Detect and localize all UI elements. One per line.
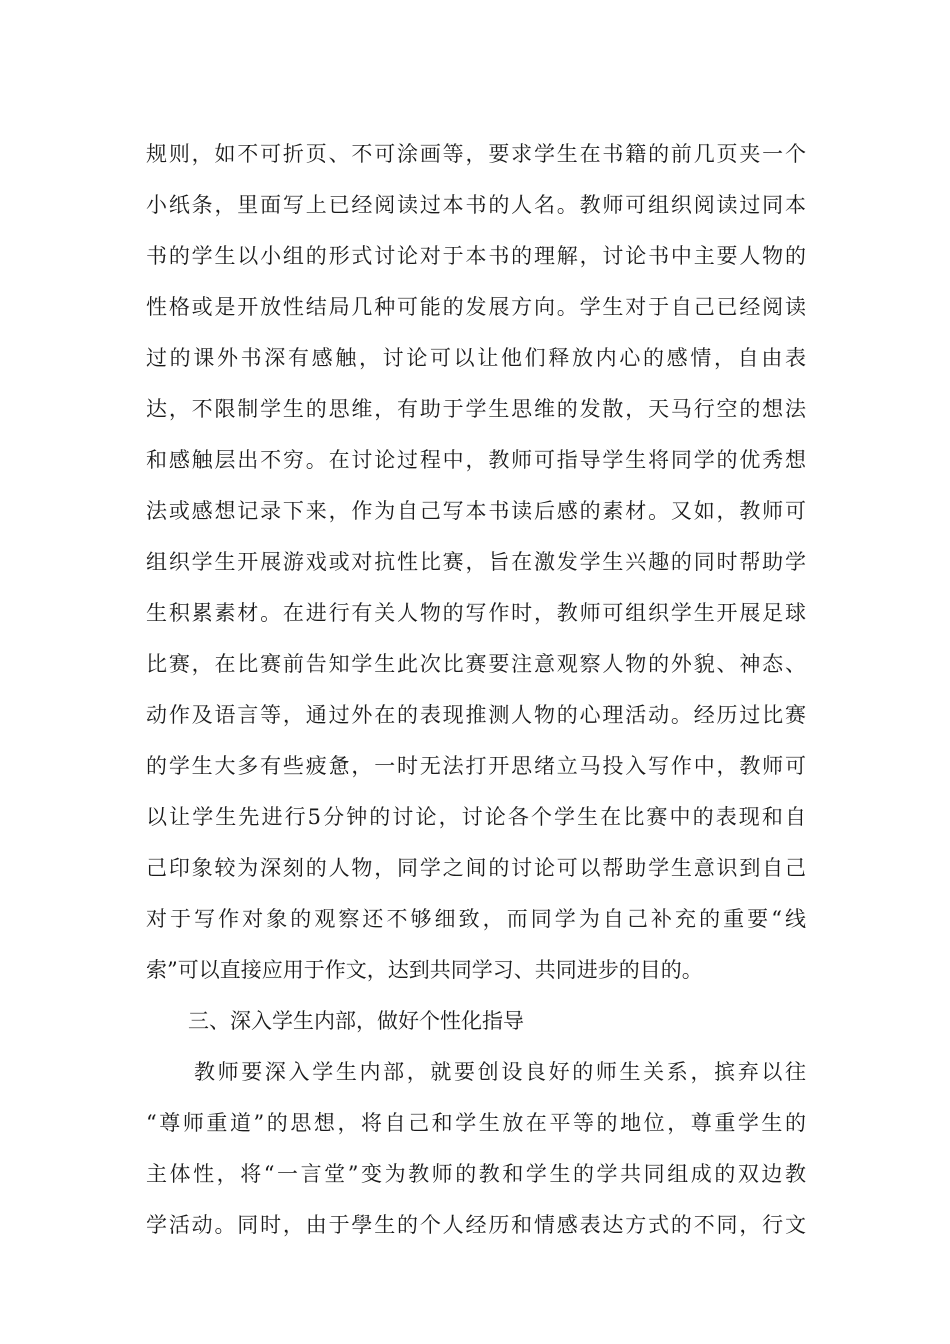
text-line: 的学生大多有些疲惫，一时无法打开思绪立马投入写作中，教师可 xyxy=(146,754,806,778)
text-line: 己印象较为深刻的人物，同学之间的讨论可以帮助学生意识到自己 xyxy=(146,856,806,880)
text-line: 和感触层出不穷。在讨论过程中，教师可指导学生将同学的优秀想 xyxy=(146,448,806,472)
text-line: “尊师重道”的思想，将自己和学生放在平等的地位，尊重学生的 xyxy=(146,1111,806,1135)
text-line: 规则，如不可折页、不可涂画等，要求学生在书籍的前几页夹一个 xyxy=(146,142,806,166)
text-line: 书的学生以小组的形式讨论对于本书的理解，讨论书中主要人物的 xyxy=(146,244,806,268)
text-line: 生积累素材。在进行有关人物的写作时，教师可组织学生开展足球 xyxy=(146,601,806,625)
text-line: 索”可以直接应用于作文，达到共同学习、共同进步的目的。 xyxy=(146,958,703,982)
text-line: 法或感想记录下来，作为自己写本书读后感的素材。又如，教师可 xyxy=(146,499,806,523)
text-line: 动作及语言等，通过外在的表现推测人物的心理活动。经历过比赛 xyxy=(146,703,806,727)
text-line: 以让学生先进行5分钟的讨论，讨论各个学生在比赛中的表现和自 xyxy=(146,805,806,829)
text-line: 教师要深入学生内部，就要创设良好的师生关系，摈弃以往 xyxy=(194,1060,806,1084)
section-heading: 三、深入学生内部，做好个性化指导 xyxy=(188,1009,524,1033)
text-line: 过的课外书深有感触，讨论可以让他们释放内心的感情，自由表 xyxy=(146,346,806,370)
text-line: 性格或是开放性结局几种可能的发展方向。学生对于自己已经阅读 xyxy=(146,295,806,319)
text-line: 小纸条，里面写上已经阅读过本书的人名。教师可组织阅读过同本 xyxy=(146,193,806,217)
paragraph-2 xyxy=(146,1047,806,1251)
text-line: 比赛，在比赛前告知学生此次比赛要注意观察人物的外貌、神态、 xyxy=(146,652,806,676)
paragraph-1 xyxy=(146,129,806,996)
document-body xyxy=(146,129,806,1251)
text-line: 达，不限制学生的思维，有助于学生思维的发散，天马行空的想法 xyxy=(146,397,806,421)
text-line: 组织学生开展游戏或对抗性比赛，旨在激发学生兴趣的同时帮助学 xyxy=(146,550,806,574)
text-line: 主体性，将“一言堂”变为教师的教和学生的学共同组成的双边教 xyxy=(146,1162,806,1186)
text-line: 学活动。同时，由于學生的个人经历和情感表达方式的不同，行文 xyxy=(146,1213,806,1237)
text-line: 对于写作对象的观察还不够细致，而同学为自己补充的重要“线 xyxy=(146,907,806,931)
